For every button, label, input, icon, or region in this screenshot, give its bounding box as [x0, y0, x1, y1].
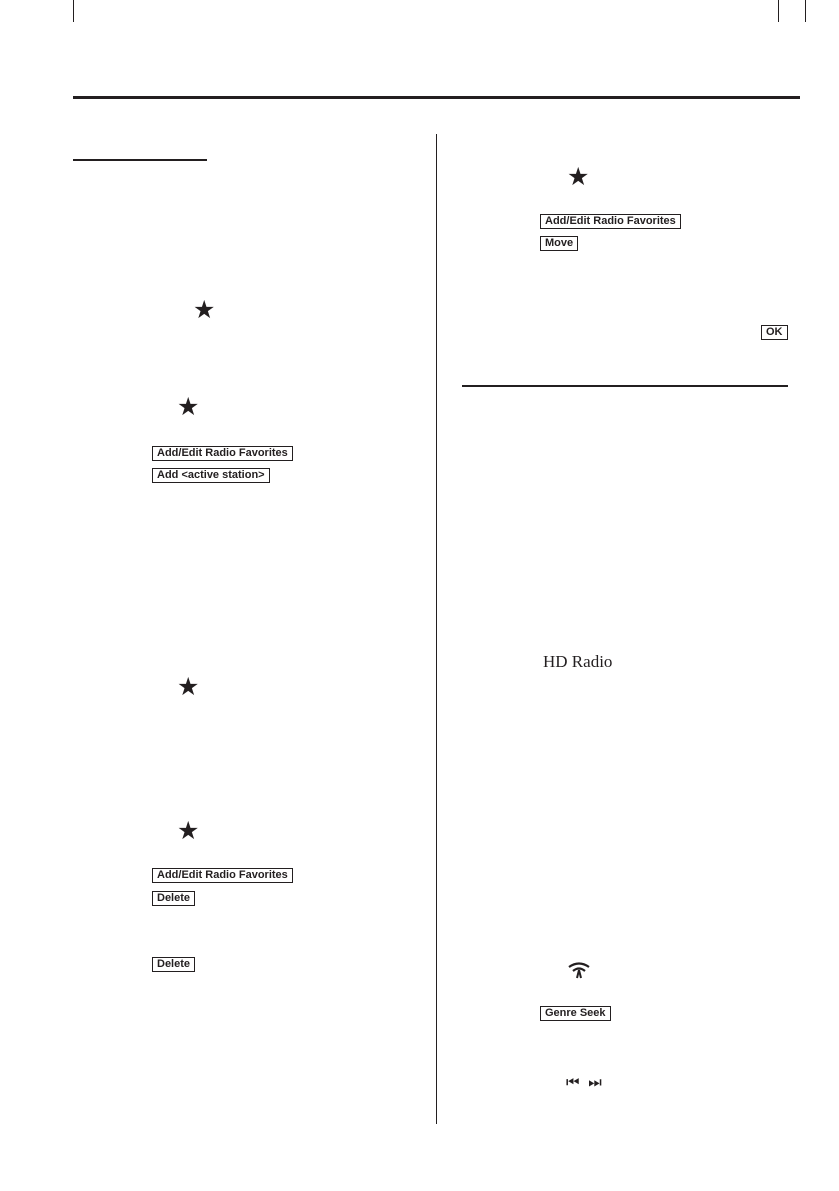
- crop-mark: [805, 0, 806, 22]
- ok-button[interactable]: OK: [761, 325, 788, 340]
- favorites-star-icon: ★: [193, 295, 216, 324]
- signal-icon: [567, 961, 591, 979]
- skip-back-forward-icon: ⏮ ⏭: [566, 1073, 604, 1091]
- add-edit-radio-favorites-button[interactable]: Add/Edit Radio Favorites: [152, 446, 293, 461]
- favorites-star-icon: ★: [567, 162, 590, 191]
- favorites-star-icon: ★: [177, 672, 200, 701]
- section-heading-underline: [73, 159, 207, 161]
- favorites-star-icon: ★: [177, 816, 200, 845]
- crop-mark: [73, 0, 74, 22]
- section-rule: [462, 385, 788, 387]
- add-active-station-button[interactable]: Add <active station>: [152, 468, 270, 483]
- favorites-star-icon: ★: [177, 392, 200, 421]
- crop-mark: [778, 0, 779, 22]
- delete-button[interactable]: Delete: [152, 891, 195, 906]
- add-edit-radio-favorites-button[interactable]: Add/Edit Radio Favorites: [152, 868, 293, 883]
- genre-seek-button[interactable]: Genre Seek: [540, 1006, 611, 1021]
- delete-button[interactable]: Delete: [152, 957, 195, 972]
- add-edit-radio-favorites-button[interactable]: Add/Edit Radio Favorites: [540, 214, 681, 229]
- header-rule: [73, 96, 800, 99]
- move-button[interactable]: Move: [540, 236, 578, 251]
- hd-radio-logo: HD Radio: [543, 652, 613, 671]
- column-divider: [436, 134, 437, 1124]
